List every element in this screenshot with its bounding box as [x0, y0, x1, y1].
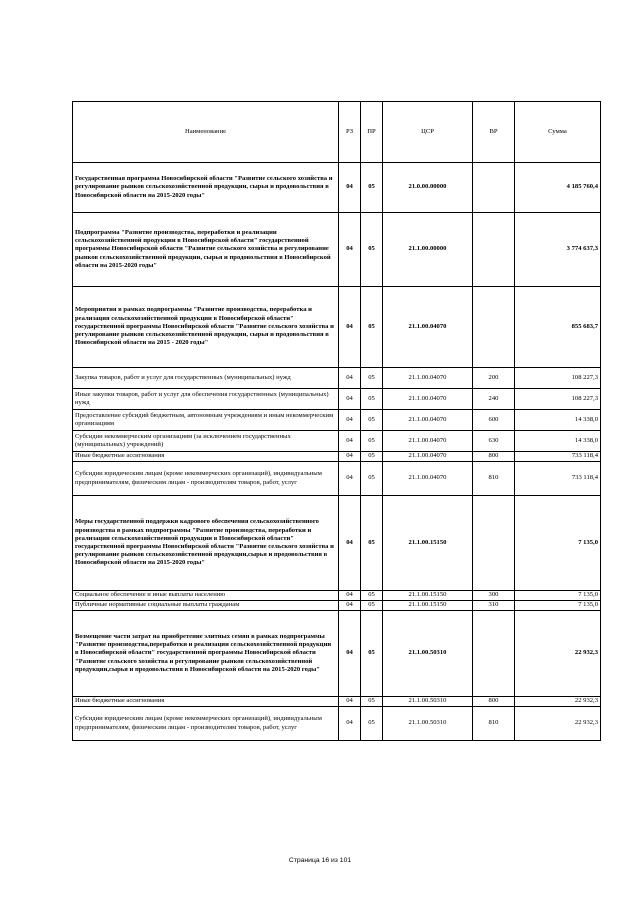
row-vr: 630 [473, 431, 515, 452]
header-rz: РЗ [339, 102, 361, 163]
row-vr [473, 213, 515, 287]
page-number: Страница 16 из 101 [288, 857, 352, 864]
row-vr [473, 163, 515, 213]
header-csr: ЦСР [383, 102, 473, 163]
header-name: Наименование [73, 102, 339, 163]
row-rz: 04 [339, 452, 361, 462]
row-vr: 200 [473, 368, 515, 389]
row-rz: 04 [339, 462, 361, 496]
row-name: Мероприятия в рамках подпрограммы "Развитие производства, переработка и реализация сельскохозяйственной продукции в Новосибирской области" государственной программы Новосибирской области "Развитие сельского хозяйства и регулирование рынков сельскохозяйственной продукции, сырья и продовольствия в Новосибирской области на 2015 - 2020 годы" [73, 287, 339, 368]
row-name: Иные бюджетные ассигнования [73, 697, 339, 707]
table-row [73, 410, 601, 431]
row-sum: 855 683,7 [515, 287, 601, 368]
row-pr: 05 [361, 611, 383, 697]
row-vr: 310 [473, 601, 515, 611]
row-sum: 7 135,0 [515, 601, 601, 611]
row-csr: 21.1.00.15150 [383, 496, 473, 591]
row-rz: 04 [339, 697, 361, 707]
row-vr: 240 [473, 389, 515, 410]
row-vr [473, 496, 515, 591]
row-sum: 4 185 760,4 [515, 163, 601, 213]
row-csr: 21.1.00.04070 [383, 410, 473, 431]
row-name: Социальное обеспечение и иные выплаты населению [73, 591, 339, 601]
row-pr: 05 [361, 697, 383, 707]
row-pr: 05 [361, 163, 383, 213]
row-csr: 21.1.00.04070 [383, 462, 473, 496]
header-sum: Сумма [515, 102, 601, 163]
row-name: Меры государственной поддержки кадрового обеспечения сельскохозяйственного производства в рамках подпрограммы "Развитие производства, переработки и реализации сельскохозяйственной продукции в Новосибирской области" государственной программы Новосибирской области "Развитие сельского хозяйства и регулирование рынков сельскохозяйственной продукции,сырья и продовольствия в Новосибирской области на 2015-2020 годы" [73, 496, 339, 591]
table-row [73, 213, 601, 287]
row-csr: 21.0.00.00000 [383, 163, 473, 213]
table-row [73, 697, 601, 707]
row-rz: 04 [339, 611, 361, 697]
row-name: Иные бюджетные ассигнования [73, 452, 339, 462]
table-row [73, 389, 601, 410]
row-rz: 04 [339, 389, 361, 410]
row-sum: 14 338,0 [515, 431, 601, 452]
row-rz: 04 [339, 496, 361, 591]
row-sum: 22 932,3 [515, 707, 601, 741]
table-row [73, 368, 601, 389]
row-name: Публичные нормативные социальные выплаты гражданам [73, 601, 339, 611]
row-rz: 04 [339, 410, 361, 431]
row-name: Возмещение части затрат на приобретение элитных семян в рамках подпрограммы "Развитие производства,переработки и реализации сельскохозяйственной продукции в Новосибирской области" государственной программы Новосибирской области "Развитие сельского хозяйства и регулирование рынков сельскохозяйственной продукции,сырья и продовольствия в Новосибирской области на 2015-2020 годы" [73, 611, 339, 697]
header-vr: ВР [473, 102, 515, 163]
row-pr: 05 [361, 287, 383, 368]
row-csr: 21.1.00.50310 [383, 707, 473, 741]
row-rz: 04 [339, 431, 361, 452]
row-rz: 04 [339, 368, 361, 389]
row-vr: 800 [473, 452, 515, 462]
row-sum: 108 227,3 [515, 368, 601, 389]
row-sum: 22 932,3 [515, 697, 601, 707]
row-name: Иные закупки товаров, работ и услуг для обеспечения государственных (муниципальных) нужд [73, 389, 339, 410]
row-name: Закупка товаров, работ и услуг для государственных (муниципальных) нужд [73, 368, 339, 389]
row-pr: 05 [361, 496, 383, 591]
table-row [73, 452, 601, 462]
row-rz: 04 [339, 591, 361, 601]
row-vr: 810 [473, 707, 515, 741]
row-sum: 108 227,3 [515, 389, 601, 410]
row-rz: 04 [339, 213, 361, 287]
row-sum: 7 135,0 [515, 496, 601, 591]
table-row [73, 287, 601, 368]
row-name: Государственная программа Новосибирской области "Развитие сельского хозяйства и регулирование рынков сельскохозяйственной продукции, сырья и продовольствия в Новосибирской области на 2015-2020 годы" [73, 163, 339, 213]
row-csr: 21.1.00.04070 [383, 431, 473, 452]
row-csr: 21.1.00.00000 [383, 213, 473, 287]
row-name: Субсидии юридическим лицам (кроме некоммерческих организаций), индивидуальным предпринимателям, физическим лицам - производителям товаров, работ, услуг [73, 707, 339, 741]
row-csr: 21.1.00.04070 [383, 287, 473, 368]
row-name: Предоставление субсидий бюджетным, автономным учреждениям и иным некоммерческим организациям [73, 410, 339, 431]
row-csr: 21.1.00.04070 [383, 389, 473, 410]
row-csr: 21.1.00.50310 [383, 611, 473, 697]
row-csr: 21.1.00.15150 [383, 591, 473, 601]
table-row [73, 462, 601, 496]
row-csr: 21.1.00.15150 [383, 601, 473, 611]
row-csr: 21.1.00.04070 [383, 368, 473, 389]
row-pr: 05 [361, 591, 383, 601]
row-name: Подпрограмма "Развитие производства, переработки и реализации сельскохозяйственной продукции в Новосибирской области" государственной программы Новосибирской области "Развитие сельского хозяйства и регулирование рынков сельскохозяйственной продукции, сырья и продовольствия в Новосибирской области на 2015-2020 годы" [73, 213, 339, 287]
row-pr: 05 [361, 462, 383, 496]
row-pr: 05 [361, 213, 383, 287]
row-name: Субсидии некоммерческим организациям (за исключением государственных (муниципальных) учреждений) [73, 431, 339, 452]
row-vr [473, 611, 515, 697]
row-sum: 14 338,0 [515, 410, 601, 431]
row-pr: 05 [361, 707, 383, 741]
row-csr: 21.1.00.50310 [383, 697, 473, 707]
row-pr: 05 [361, 601, 383, 611]
row-pr: 05 [361, 452, 383, 462]
table-row [73, 431, 601, 452]
table-row [73, 611, 601, 697]
row-rz: 04 [339, 287, 361, 368]
budget-table [72, 101, 601, 741]
row-sum: 22 932,3 [515, 611, 601, 697]
row-sum: 733 118,4 [515, 452, 601, 462]
table-row [73, 163, 601, 213]
row-pr: 05 [361, 368, 383, 389]
row-vr: 810 [473, 462, 515, 496]
row-pr: 05 [361, 389, 383, 410]
table-header-row [73, 102, 601, 163]
row-vr: 600 [473, 410, 515, 431]
row-sum: 3 774 637,3 [515, 213, 601, 287]
row-vr: 300 [473, 591, 515, 601]
row-rz: 04 [339, 707, 361, 741]
table-row [73, 496, 601, 591]
row-csr: 21.1.00.04070 [383, 452, 473, 462]
header-pr: ПР [361, 102, 383, 163]
table-row [73, 707, 601, 741]
row-pr: 05 [361, 431, 383, 452]
row-pr: 05 [361, 410, 383, 431]
row-sum: 7 135,0 [515, 591, 601, 601]
row-sum: 733 118,4 [515, 462, 601, 496]
row-rz: 04 [339, 601, 361, 611]
row-name: Субсидии юридическим лицам (кроме некоммерческих организаций), индивидуальным предпринимателям, физическим лицам - производителям товаров, работ, услуг [73, 462, 339, 496]
table-row [73, 601, 601, 611]
row-vr [473, 287, 515, 368]
table-row [73, 591, 601, 601]
row-vr: 800 [473, 697, 515, 707]
row-rz: 04 [339, 163, 361, 213]
